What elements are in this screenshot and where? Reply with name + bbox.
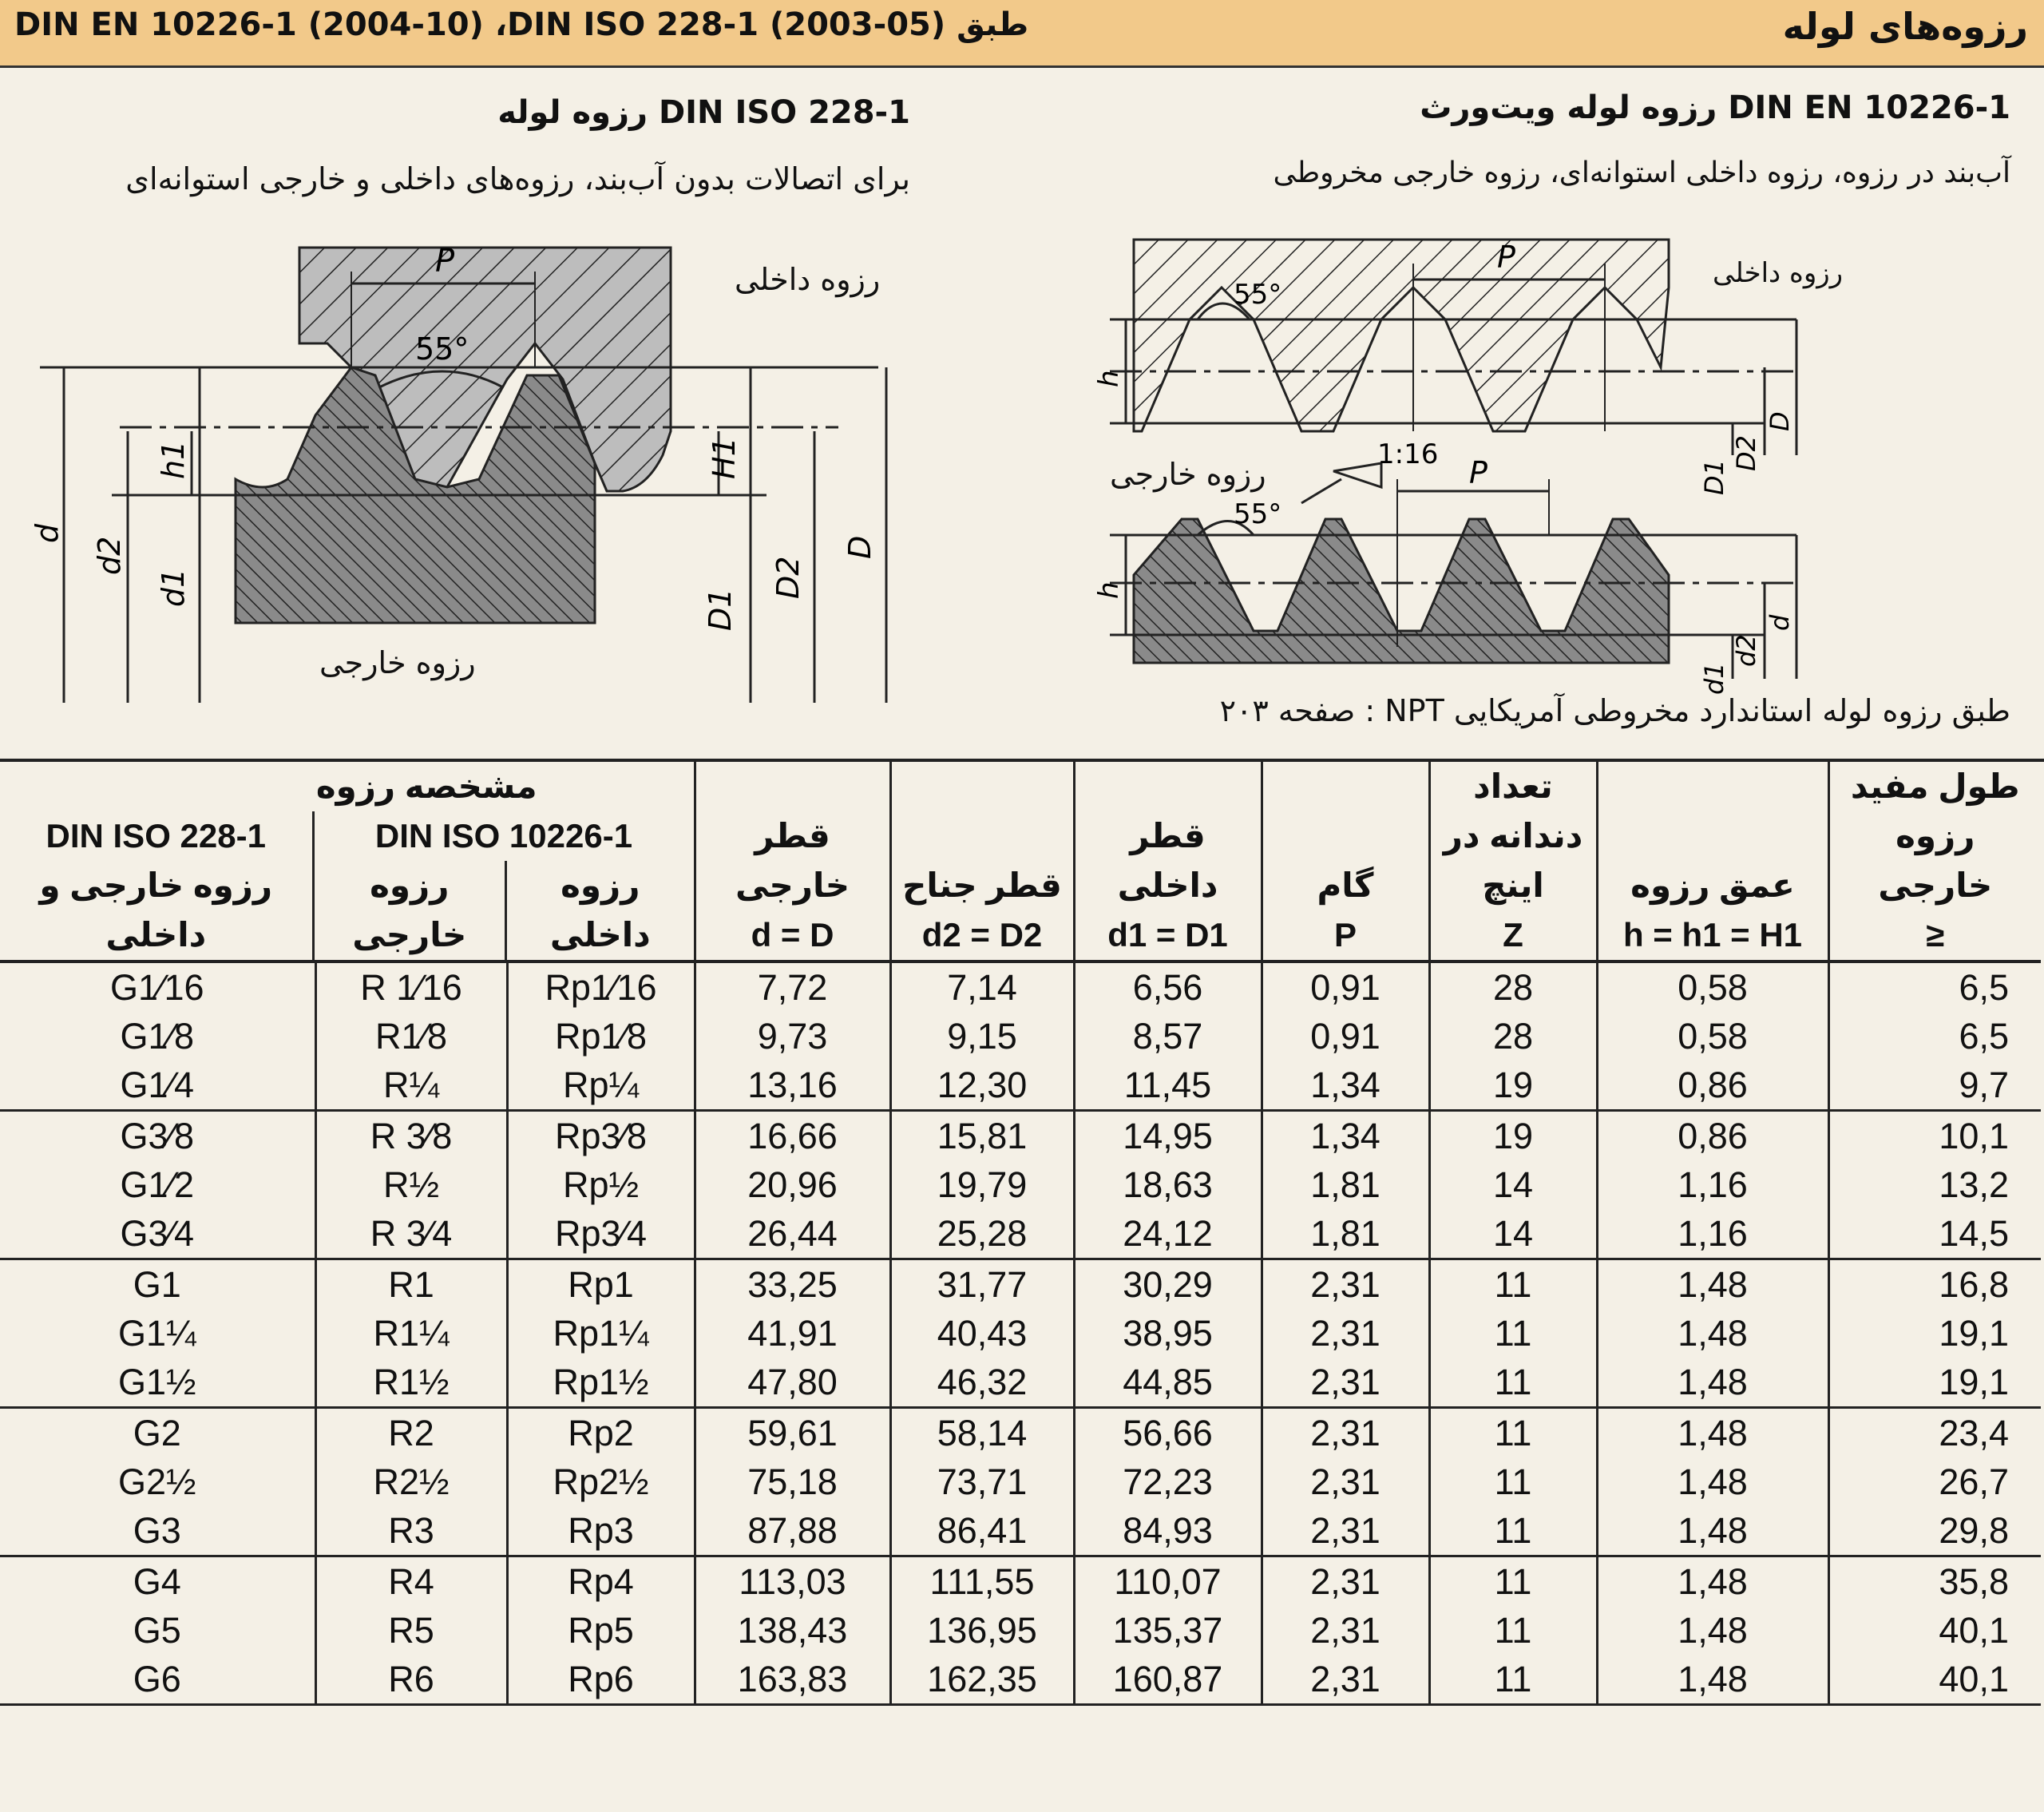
cell-tpi: 11 <box>1429 1358 1597 1408</box>
cell-length: 6,5 <box>1828 1012 2041 1061</box>
cell-pitch: 2,31 <box>1262 1358 1429 1408</box>
cell-flank-dia: 9,15 <box>890 1012 1074 1061</box>
cell-depth: 1,48 <box>1597 1606 1828 1655</box>
table-row <box>0 962 2041 1012</box>
cell-inner-dia: 38,95 <box>1074 1309 1262 1358</box>
header-outer-1: قطر <box>755 817 830 854</box>
table-row <box>0 1506 2041 1556</box>
cell-length: 26,7 <box>1828 1457 2041 1506</box>
cell-tpi: 11 <box>1429 1309 1597 1358</box>
cell-rp-size: Rp4 <box>507 1556 695 1607</box>
cell-flank-dia: 136,95 <box>890 1606 1074 1655</box>
header-din228-desc1: رزوه خارجی و <box>39 866 273 904</box>
cell-r-size: R4 <box>315 1556 507 1607</box>
cell-flank-dia: 111,55 <box>890 1556 1074 1607</box>
cell-inner-dia: 56,66 <box>1074 1408 1262 1458</box>
cell-flank-dia: 7,14 <box>890 962 1074 1012</box>
cell-rp-size: Rp½ <box>507 1160 695 1209</box>
cell-length: 19,1 <box>1828 1309 2041 1358</box>
right-D2: D2 <box>1731 435 1761 471</box>
right-heading: DIN EN 10226-1 رزوه لوله ویت‌ورث <box>1420 89 2010 126</box>
table-header-row <box>0 762 2041 962</box>
table-row <box>0 1457 2041 1506</box>
table-row <box>0 1556 2041 1607</box>
table-row <box>0 1309 2041 1358</box>
cell-tpi: 11 <box>1429 1408 1597 1458</box>
cell-pitch: 0,91 <box>1262 1012 1429 1061</box>
cell-flank-dia: 19,79 <box>890 1160 1074 1209</box>
cell-outer-dia: 7,72 <box>695 962 890 1012</box>
table-row <box>0 1606 2041 1655</box>
cell-g-size: G1 <box>133 1264 181 1305</box>
header-depth-1: عمق رزوه <box>1630 866 1795 904</box>
cell-r-size: R¼ <box>315 1061 507 1111</box>
cell-g-size: G4 <box>133 1561 181 1602</box>
cell-g-size: G1⁄16 <box>0 962 315 1012</box>
right-h-bottom: h <box>1093 581 1125 599</box>
header-ext-1: رزوه <box>370 866 450 904</box>
header-len-2: رزوه <box>1895 817 1975 854</box>
right-external-label: رزوه خارجی <box>1110 457 1266 492</box>
cell-pitch: 2,31 <box>1262 1655 1429 1705</box>
cell-g-size: G2½ <box>117 1461 196 1502</box>
header-flank-1: قطر جناح <box>902 866 1062 904</box>
cell-tpi: 28 <box>1429 962 1597 1012</box>
left-internal-label: رزوه داخلی <box>735 262 881 297</box>
right-taper-label: 1:16 <box>1377 438 1439 470</box>
header-din228: DIN ISO 228-1 <box>46 817 266 854</box>
cell-pitch: 2,31 <box>1262 1606 1429 1655</box>
header-int-2: داخلی <box>549 916 651 954</box>
cell-rp-size: Rp1 <box>507 1259 695 1310</box>
cell-inner-dia: 135,37 <box>1074 1606 1262 1655</box>
cell-tpi: 11 <box>1429 1457 1597 1506</box>
table-row <box>0 1655 2041 1705</box>
cell-pitch: 2,31 <box>1262 1556 1429 1607</box>
table-row <box>0 1209 2041 1259</box>
cell-outer-dia: 113,03 <box>695 1556 890 1607</box>
cell-tpi: 14 <box>1429 1209 1597 1259</box>
cell-depth: 1,16 <box>1597 1209 1828 1259</box>
right-angle-top: 55° <box>1234 279 1282 311</box>
left-subheading: برای اتصالات بدون آب‌بند، رزوه‌های داخلی و خارجی استوانه‌ای <box>125 161 910 196</box>
cell-depth: 0,58 <box>1597 1012 1828 1061</box>
cell-depth: 1,48 <box>1597 1655 1828 1705</box>
cell-tpi: 19 <box>1429 1061 1597 1111</box>
cell-rp-size: Rp¼ <box>507 1061 695 1111</box>
cell-inner-dia: 24,12 <box>1074 1209 1262 1259</box>
cell-tpi: 19 <box>1429 1111 1597 1161</box>
cell-length: 35,8 <box>1828 1556 2041 1607</box>
cell-g-size: G1¼ <box>117 1313 196 1354</box>
header-spec: مشخصه رزوه <box>315 767 537 805</box>
left-thread-diagram <box>0 224 958 719</box>
cell-g-size: G1½ <box>0 1358 315 1408</box>
cell-tpi: 11 <box>1429 1606 1597 1655</box>
header-len-3: خارجی <box>1878 866 1993 904</box>
spec-table <box>0 762 2041 1706</box>
left-heading: DIN ISO 228-1 رزوه لوله <box>497 94 910 131</box>
table-row <box>0 1061 2041 1111</box>
header-din10226: DIN ISO 10226-1 <box>374 817 633 854</box>
cell-flank-dia: 15,81 <box>890 1111 1074 1161</box>
cell-pitch: 2,31 <box>1262 1259 1429 1310</box>
cell-pitch: 1,81 <box>1262 1160 1429 1209</box>
right-h-top: h <box>1093 370 1125 387</box>
cell-length: 10,1 <box>1828 1111 2041 1161</box>
table-row <box>0 1259 2041 1310</box>
right-pitch-top: P <box>1497 240 1515 275</box>
right-pitch-bottom: P <box>1469 455 1487 490</box>
cell-rp-size: Rp3⁄8 <box>507 1111 695 1161</box>
table-row <box>0 1358 2041 1408</box>
right-subheading: آب‌بند در رزوه، رزوه داخلی استوانه‌ای، رزوه خارجی مخروطی <box>1273 157 2010 189</box>
cell-r-size: R6 <box>315 1655 507 1705</box>
right-d: d <box>1765 614 1795 631</box>
left-angle-label: 55° <box>415 331 469 367</box>
standards-reference: DIN EN 10226-1 (2004-10) ،DIN ISO 228-1 (2003-05) طبق <box>14 6 1029 43</box>
cell-length: 9,7 <box>1828 1061 2041 1111</box>
header-int-1: رزوه <box>561 866 640 904</box>
cell-outer-dia: 47,80 <box>695 1358 890 1408</box>
cell-inner-dia: 8,57 <box>1074 1012 1262 1061</box>
right-d2: d2 <box>1731 634 1761 667</box>
cell-inner-dia: 84,93 <box>1074 1506 1262 1556</box>
cell-r-size: R2 <box>315 1408 507 1458</box>
cell-pitch: 0,91 <box>1262 962 1429 1012</box>
cell-outer-dia: 163,83 <box>695 1655 890 1705</box>
header-tpi-sym: Z <box>1503 916 1523 954</box>
cell-g-size: G3⁄8 <box>120 1116 195 1156</box>
right-angle-bottom: 55° <box>1234 498 1282 530</box>
cell-g-size: G5 <box>133 1610 181 1651</box>
header-tpi-3: اینچ <box>1482 866 1544 904</box>
cell-length: 16,8 <box>1828 1259 2041 1310</box>
right-internal-body <box>1134 240 1669 431</box>
cell-outer-dia: 16,66 <box>695 1111 890 1161</box>
cell-r-size: R3 <box>315 1506 507 1556</box>
title-bar <box>0 0 2044 68</box>
cell-depth: 1,48 <box>1597 1358 1828 1408</box>
left-D-label: D <box>842 535 877 559</box>
table-body <box>0 962 2041 1705</box>
header-tpi-2: دندانه در <box>1443 817 1583 854</box>
cell-g-size: G3 <box>0 1506 315 1556</box>
cell-outer-dia: 138,43 <box>695 1606 890 1655</box>
cell-rp-size: Rp1¼ <box>507 1309 695 1358</box>
cell-rp-size: Rp1½ <box>507 1358 695 1408</box>
left-D1-label: D1 <box>703 588 738 631</box>
cell-length: 29,8 <box>1828 1506 2041 1556</box>
cell-r-size: R 3⁄8 <box>315 1111 507 1161</box>
header-din228-desc2: داخلی <box>105 916 207 954</box>
cell-pitch: 1,34 <box>1262 1061 1429 1111</box>
cell-g-size: G1⁄4 <box>0 1061 315 1111</box>
cell-rp-size: Rp2½ <box>507 1457 695 1506</box>
cell-length: 19,1 <box>1828 1358 2041 1408</box>
cell-inner-dia: 72,23 <box>1074 1457 1262 1506</box>
left-pitch-label: P <box>435 243 455 280</box>
left-H1-label: H1 <box>707 437 742 479</box>
header-ext-2: خارجی <box>352 916 467 954</box>
header-outer-2: خارجی <box>735 866 850 904</box>
cell-depth: 0,58 <box>1597 962 1828 1012</box>
cell-rp-size: Rp1⁄8 <box>507 1012 695 1061</box>
cell-length: 23,4 <box>1828 1408 2041 1458</box>
cell-r-size: R 1⁄16 <box>315 962 507 1012</box>
cell-outer-dia: 26,44 <box>695 1209 890 1259</box>
right-internal-label: رزوه داخلی <box>1713 257 1844 289</box>
cell-length: 14,5 <box>1828 1209 2041 1259</box>
cell-rp-size: Rp1⁄16 <box>507 962 695 1012</box>
cell-outer-dia: 87,88 <box>695 1506 890 1556</box>
right-D: D <box>1765 411 1795 431</box>
cell-flank-dia: 58,14 <box>890 1408 1074 1458</box>
cell-outer-dia: 33,25 <box>695 1259 890 1310</box>
cell-pitch: 1,81 <box>1262 1209 1429 1259</box>
left-external-label: رزوه خارجی <box>319 645 476 680</box>
left-d1-label: d1 <box>156 568 191 607</box>
cell-depth: 0,86 <box>1597 1061 1828 1111</box>
cell-r-size: R1½ <box>315 1358 507 1408</box>
cell-tpi: 11 <box>1429 1556 1597 1607</box>
cell-length: 6,5 <box>1828 962 2041 1012</box>
cell-rp-size: Rp3⁄4 <box>507 1209 695 1259</box>
header-pitch-sym: P <box>1333 916 1357 954</box>
cell-depth: 1,48 <box>1597 1506 1828 1556</box>
left-h1-label: h1 <box>156 440 191 479</box>
cell-rp-size: Rp6 <box>507 1655 695 1705</box>
cell-length: 13,2 <box>1828 1160 2041 1209</box>
cell-depth: 1,48 <box>1597 1309 1828 1358</box>
cell-length: 40,1 <box>1828 1655 2041 1705</box>
cell-rp-size: Rp5 <box>507 1606 695 1655</box>
cell-length: 40,1 <box>1828 1606 2041 1655</box>
cell-depth: 1,48 <box>1597 1259 1828 1310</box>
header-tpi-1: تعداد <box>1473 767 1553 805</box>
left-d-label: d <box>30 523 65 543</box>
cell-g-size: G2 <box>133 1413 181 1453</box>
cell-inner-dia: 44,85 <box>1074 1358 1262 1408</box>
cell-pitch: 1,34 <box>1262 1111 1429 1161</box>
cell-pitch: 2,31 <box>1262 1506 1429 1556</box>
cell-pitch: 2,31 <box>1262 1457 1429 1506</box>
table-row <box>0 1012 2041 1061</box>
cell-flank-dia: 31,77 <box>890 1259 1074 1310</box>
cell-pitch: 2,31 <box>1262 1309 1429 1358</box>
right-external-body <box>1134 519 1669 663</box>
right-d1: d1 <box>1699 662 1729 695</box>
cell-flank-dia: 73,71 <box>890 1457 1074 1506</box>
cell-outer-dia: 75,18 <box>695 1457 890 1506</box>
cell-g-size: G1⁄8 <box>120 1016 195 1057</box>
left-D2-label: D2 <box>770 556 806 599</box>
table-row <box>0 1111 2041 1161</box>
header-pitch-1: گام <box>1317 866 1374 904</box>
cell-g-size: G3⁄4 <box>0 1209 315 1259</box>
table-row <box>0 1160 2041 1209</box>
cell-rp-size: Rp3 <box>507 1506 695 1556</box>
cell-flank-dia: 40,43 <box>890 1309 1074 1358</box>
cell-tpi: 11 <box>1429 1259 1597 1310</box>
cell-inner-dia: 110,07 <box>1074 1556 1262 1607</box>
cell-tpi: 11 <box>1429 1655 1597 1705</box>
cell-r-size: R½ <box>315 1160 507 1209</box>
thread-table <box>0 759 2044 1808</box>
cell-depth: 1,16 <box>1597 1160 1828 1209</box>
header-inner-1: قطر داخلی <box>1117 817 1218 904</box>
cell-inner-dia: 18,63 <box>1074 1160 1262 1209</box>
cell-tpi: 14 <box>1429 1160 1597 1209</box>
table-row <box>0 1408 2041 1458</box>
cell-flank-dia: 86,41 <box>890 1506 1074 1556</box>
cell-tpi: 28 <box>1429 1012 1597 1061</box>
cell-outer-dia: 9,73 <box>695 1012 890 1061</box>
cell-inner-dia: 30,29 <box>1074 1259 1262 1310</box>
left-d2-label: d2 <box>92 536 127 575</box>
cell-outer-dia: 59,61 <box>695 1408 890 1458</box>
cell-rp-size: Rp2 <box>507 1408 695 1458</box>
header-depth-sym: h = h1 = H1 <box>1622 916 1803 954</box>
cell-r-size: R2½ <box>315 1457 507 1506</box>
npt-note: طبق رزوه لوله استاندارد مخروطی آمریکایی NPT : صفحه ۲۰۳ <box>1219 693 2010 728</box>
cell-pitch: 2,31 <box>1262 1408 1429 1458</box>
cell-outer-dia: 20,96 <box>695 1160 890 1209</box>
cell-r-size: R1 <box>315 1259 507 1310</box>
cell-g-size: G1⁄2 <box>120 1164 195 1205</box>
header-inner-sym: d1 = D1 <box>1107 916 1228 954</box>
cell-inner-dia: 11,45 <box>1074 1061 1262 1111</box>
header-outer-sym: d = D <box>751 916 834 954</box>
cell-depth: 1,48 <box>1597 1556 1828 1607</box>
cell-tpi: 11 <box>1429 1506 1597 1556</box>
cell-r-size: R1⁄8 <box>315 1012 507 1061</box>
cell-depth: 1,48 <box>1597 1408 1828 1458</box>
cell-g-size: G6 <box>0 1655 315 1705</box>
cell-r-size: R1¼ <box>315 1309 507 1358</box>
cell-depth: 1,48 <box>1597 1457 1828 1506</box>
cell-flank-dia: 12,30 <box>890 1061 1074 1111</box>
page-title: رزوه‌های لوله <box>1782 5 2028 48</box>
cell-flank-dia: 46,32 <box>890 1358 1074 1408</box>
cell-flank-dia: 162,35 <box>890 1655 1074 1705</box>
cell-depth: 0,86 <box>1597 1111 1828 1161</box>
cell-inner-dia: 6,56 <box>1074 962 1262 1012</box>
header-flank-sym: d2 = D2 <box>921 916 1043 954</box>
header-len-1: طول مفید <box>1850 767 2020 805</box>
cell-outer-dia: 41,91 <box>695 1309 890 1358</box>
cell-flank-dia: 25,28 <box>890 1209 1074 1259</box>
cell-outer-dia: 13,16 <box>695 1061 890 1111</box>
cell-r-size: R5 <box>315 1606 507 1655</box>
cell-r-size: R 3⁄4 <box>315 1209 507 1259</box>
cell-inner-dia: 160,87 <box>1074 1655 1262 1705</box>
cell-inner-dia: 14,95 <box>1074 1111 1262 1161</box>
header-len-sym: ≥ <box>1926 916 1945 954</box>
right-D1: D1 <box>1699 459 1729 495</box>
